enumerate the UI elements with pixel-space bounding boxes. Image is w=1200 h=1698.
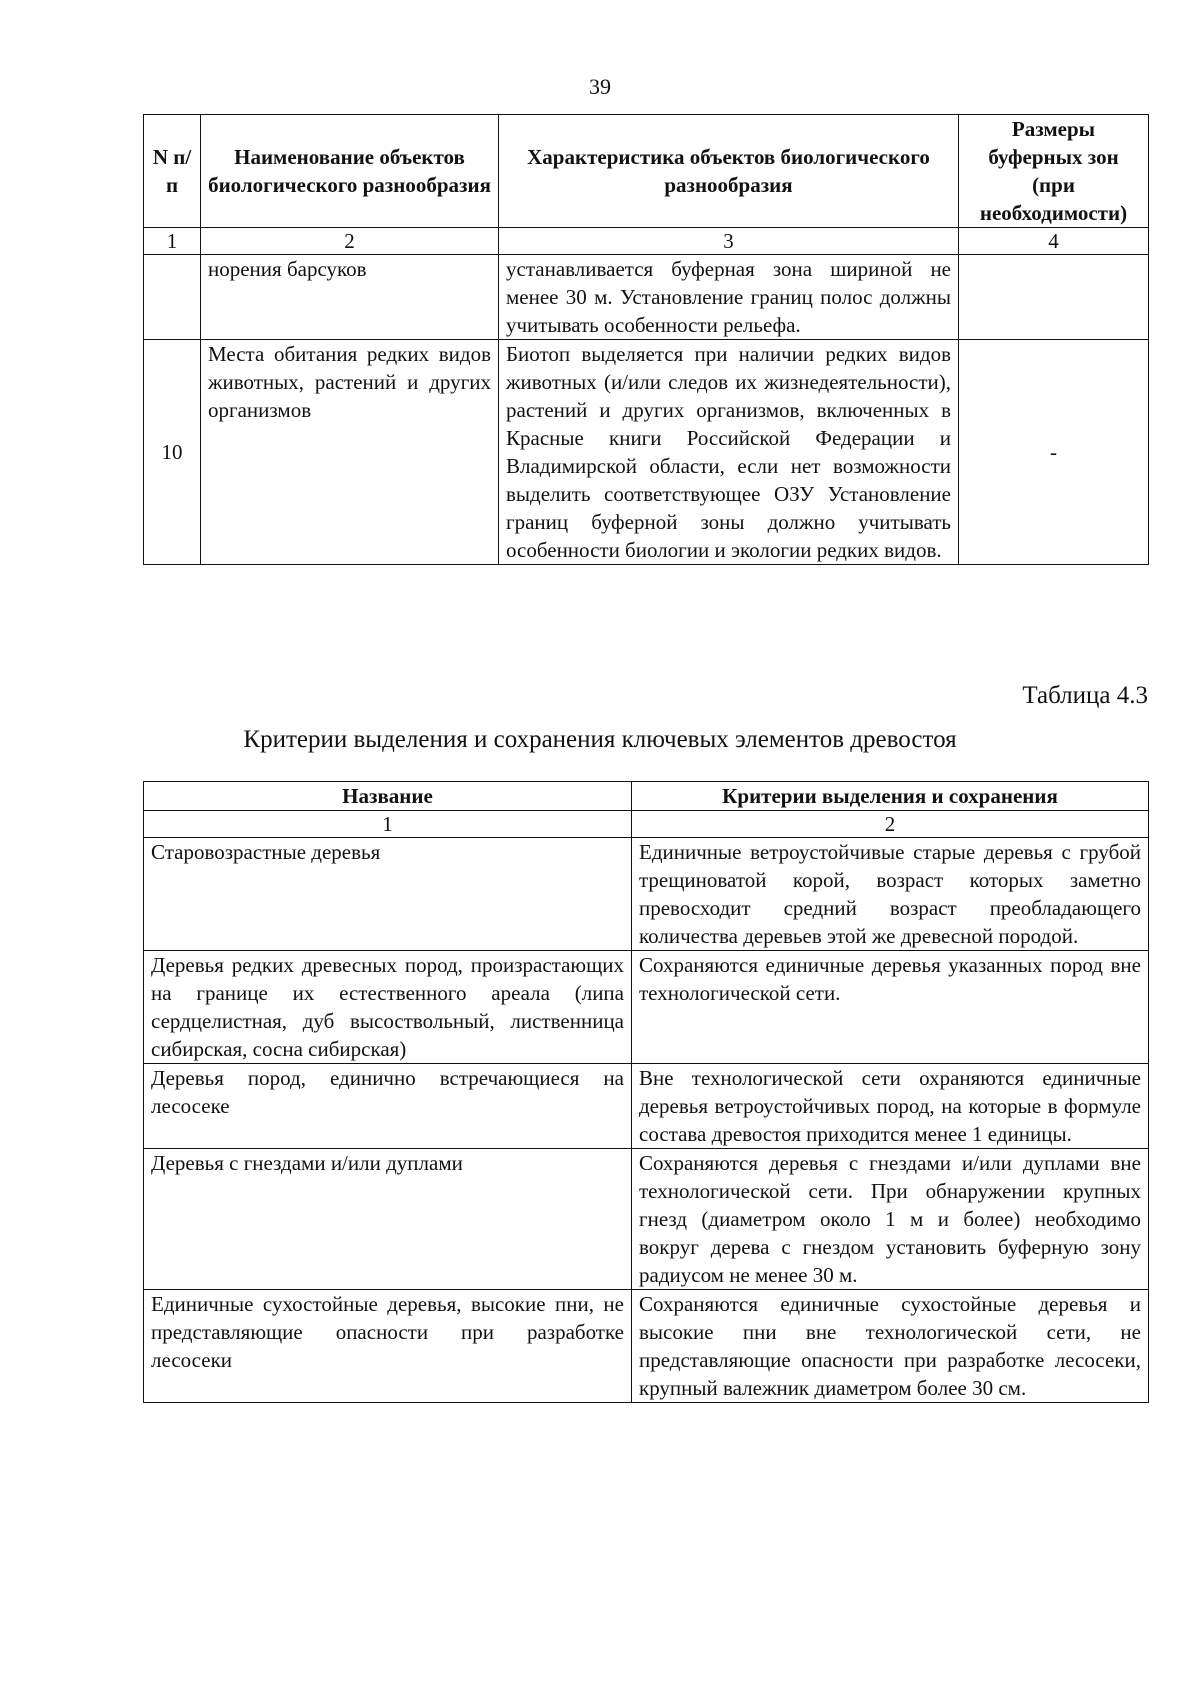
tree-elements-table <box>143 781 1149 1403</box>
table-header-row <box>144 782 1149 811</box>
table-header-row <box>144 115 1149 228</box>
column-number-row <box>144 811 1149 838</box>
column-number-row <box>144 228 1149 255</box>
element-criteria: Сохраняются деревья с гнездами и/или дуплами вне технологической сети. При обнаружении крупных гнезд (диаметром около 1 м и более) необходимо вокруг дерева с гнездом установить буферную зону радиусом не менее 30 м. <box>632 1149 1149 1290</box>
col-number: 3 <box>499 228 959 255</box>
row-number: 10 <box>144 340 201 565</box>
table-row <box>144 1064 1149 1149</box>
header-num: N п/п <box>144 115 201 228</box>
element-name: Единичные сухостойные деревья, высокие пни, не представляющие опасности при разработке лесосеки <box>144 1290 632 1403</box>
element-criteria: Единичные ветроустойчивые старые деревья с грубой трещиноватой корой, возраст которых заметно превосходит средний возраст преобладающего количества деревьев этой же древесной породой. <box>632 838 1149 951</box>
page-number: 39 <box>589 74 611 99</box>
table-row <box>144 951 1149 1064</box>
table-row <box>144 255 1149 340</box>
table-label: Таблица 4.3 <box>1022 682 1148 709</box>
table-title: Критерии выделения и сохранения ключевых элементов древостоя <box>243 726 957 753</box>
element-criteria: Вне технологической сети охраняются единичные деревья ветроустойчивых пород, на которые в формуле состава древостоя приходится менее 1 единицы. <box>632 1064 1149 1149</box>
object-characteristics: устанавливается буферная зона шириной не менее 30 м. Установление границ полос должны учитывать особенности рельефа. <box>499 255 959 340</box>
buffer-size <box>959 255 1149 340</box>
col-number: 1 <box>144 811 632 838</box>
element-criteria: Сохраняются единичные деревья указанных пород вне технологической сети. <box>632 951 1149 1064</box>
row-number <box>144 255 201 340</box>
table-row <box>144 838 1149 951</box>
table-row <box>144 1149 1149 1290</box>
header-buffer-size: Размеры буферных зон (при необходимости) <box>959 115 1149 228</box>
element-criteria: Сохраняются единичные сухостойные деревья и высокие пни вне технологической сети, не представляющие опасности при разработке лесосеки, крупный валежник диаметром более 30 см. <box>632 1290 1149 1403</box>
object-name: норения барсуков <box>201 255 499 340</box>
table-row <box>144 340 1149 565</box>
element-name: Деревья с гнездами и/или дуплами <box>144 1149 632 1290</box>
col-number: 1 <box>144 228 201 255</box>
object-characteristics: Биотоп выделяется при наличии редких видов животных (и/или следов их жизнедеятельности), растений и других организмов, включенных в Красные книги Российской Федерации и Владимирской области, если нет возможности выделить соответствующее ОЗУ Установление границ буферной зоны должно учитывать особенности биологии и экологии редких видов. <box>499 340 959 565</box>
object-name: Места обитания редких видов животных, растений и других организмов <box>201 340 499 565</box>
header-criteria: Критерии выделения и сохранения <box>632 782 1149 811</box>
element-name: Деревья пород, единично встречающиеся на лесосеке <box>144 1064 632 1149</box>
table-row <box>144 1290 1149 1403</box>
buffer-size: - <box>959 340 1149 565</box>
header-name: Название <box>144 782 632 811</box>
col-number: 2 <box>632 811 1149 838</box>
element-name: Деревья редких древесных пород, произрастающих на границе их естественного ареала (липа сердцелистная, дуб высоствольный, лиственница сибирская, сосна сибирская) <box>144 951 632 1064</box>
element-name: Старовозрастные деревья <box>144 838 632 951</box>
col-number: 2 <box>201 228 499 255</box>
col-number: 4 <box>959 228 1149 255</box>
biodiversity-table <box>143 114 1149 565</box>
header-object-name: Наименование объектов биологического разнообразия <box>201 115 499 228</box>
header-object-characteristics: Характеристика объектов биологического разнообразия <box>499 115 959 228</box>
